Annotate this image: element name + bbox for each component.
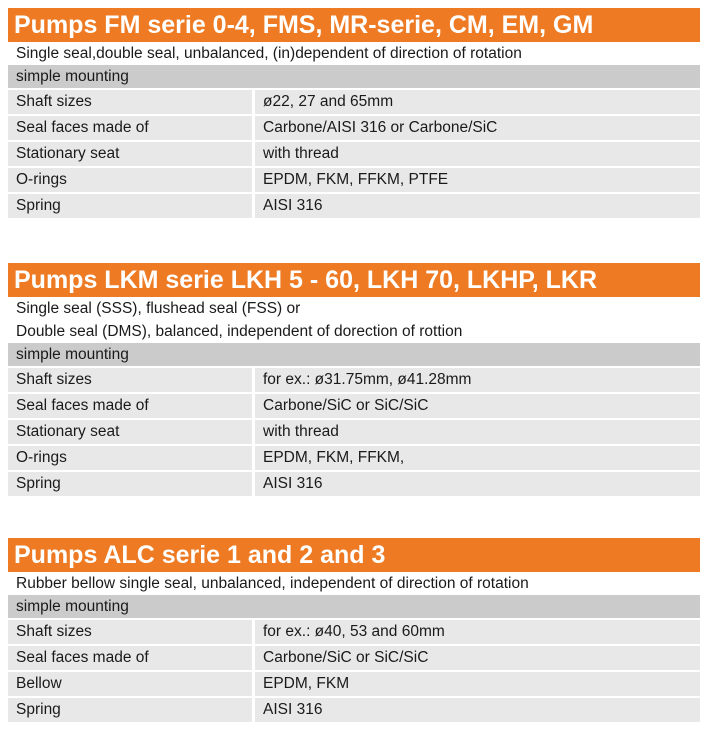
spec-row <box>8 142 700 168</box>
spec-value: AISI 316 <box>255 194 700 218</box>
section-title: Pumps FM serie 0-4, FMS, MR-serie, CM, EM, GM <box>8 8 700 42</box>
spec-row <box>8 698 700 724</box>
spec-label: Spring <box>8 698 252 722</box>
spec-value: with thread <box>255 420 700 444</box>
mounting-header: simple mounting <box>8 343 700 368</box>
spec-row <box>8 420 700 446</box>
spec-row <box>8 368 700 394</box>
spec-label: Bellow <box>8 672 252 696</box>
spec-label: Shaft sizes <box>8 620 252 644</box>
spec-value: Carbone/SiC or SiC/SiC <box>255 646 700 670</box>
spec-label: Stationary seat <box>8 420 252 444</box>
spec-row <box>8 472 700 498</box>
spec-row <box>8 672 700 698</box>
spec-label: O-rings <box>8 168 252 192</box>
spec-row <box>8 90 700 116</box>
spec-value: for ex.: ø31.75mm, ø41.28mm <box>255 368 700 392</box>
section-description: Single seal,double seal, unbalanced, (in)dependent of direction of rotation <box>8 42 700 65</box>
spec-value: EPDM, FKM, FFKM, <box>255 446 700 470</box>
spec-label: Shaft sizes <box>8 368 252 392</box>
spec-row <box>8 194 700 220</box>
spec-value: for ex.: ø40, 53 and 60mm <box>255 620 700 644</box>
section-alc-pumps <box>8 538 700 724</box>
spec-row <box>8 116 700 142</box>
section-title: Pumps ALC serie 1 and 2 and 3 <box>8 538 700 572</box>
spec-row <box>8 620 700 646</box>
spec-row <box>8 394 700 420</box>
section-title: Pumps LKM serie LKH 5 - 60, LKH 70, LKHP, LKR <box>8 263 700 297</box>
spec-label: O-rings <box>8 446 252 470</box>
spec-label: Spring <box>8 472 252 496</box>
section-fm-pumps <box>8 8 700 220</box>
spec-label: Seal faces made of <box>8 646 252 670</box>
section-lkm-pumps <box>8 263 700 498</box>
section-description: Rubber bellow single seal, unbalanced, independent of direction of rotation <box>8 572 700 595</box>
spec-label: Shaft sizes <box>8 90 252 114</box>
spec-label: Seal faces made of <box>8 394 252 418</box>
mounting-header: simple mounting <box>8 595 700 620</box>
spec-row <box>8 446 700 472</box>
spec-label: Seal faces made of <box>8 116 252 140</box>
spec-value: with thread <box>255 142 700 166</box>
spec-value: Carbone/SiC or SiC/SiC <box>255 394 700 418</box>
spec-value: AISI 316 <box>255 698 700 722</box>
section-description: Single seal (SSS), flushead seal (FSS) or <box>8 297 700 320</box>
spec-value: Carbone/AISI 316 or Carbone/SiC <box>255 116 700 140</box>
spec-value: EPDM, FKM <box>255 672 700 696</box>
spec-label: Stationary seat <box>8 142 252 166</box>
spec-label: Spring <box>8 194 252 218</box>
spec-value: AISI 316 <box>255 472 700 496</box>
section-description: Double seal (DMS), balanced, independent of dorection of rottion <box>8 320 700 343</box>
mounting-header: simple mounting <box>8 65 700 90</box>
spec-row <box>8 646 700 672</box>
spec-value: EPDM, FKM, FFKM, PTFE <box>255 168 700 192</box>
spec-value: ø22, 27 and 65mm <box>255 90 700 114</box>
spec-row <box>8 168 700 194</box>
